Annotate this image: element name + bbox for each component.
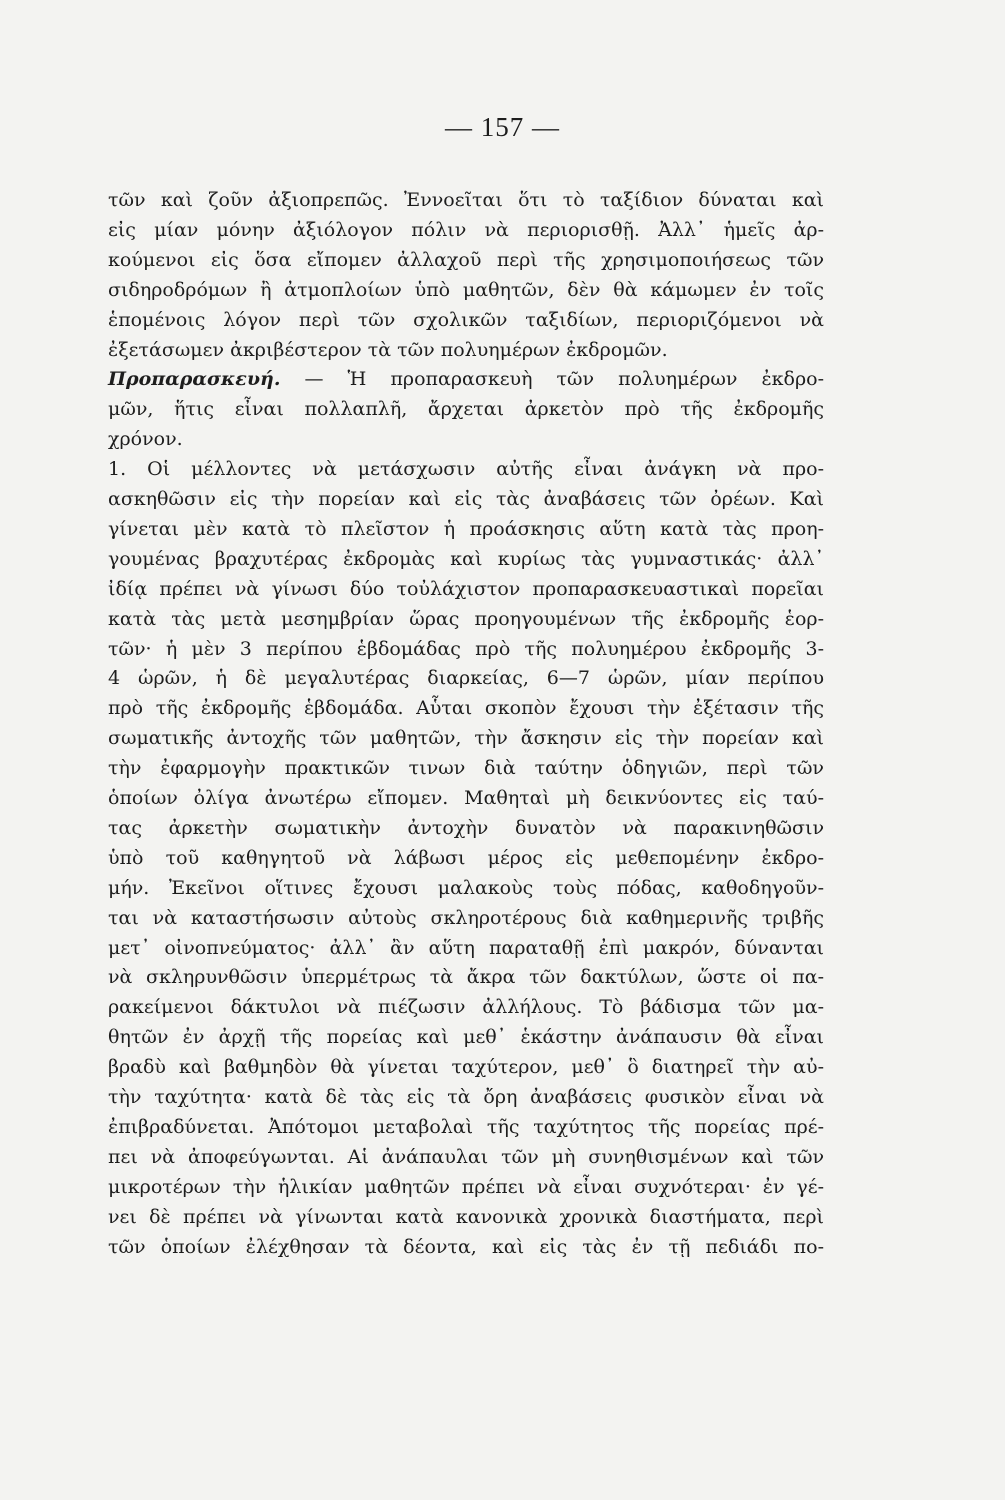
text-line — [108, 873, 824, 903]
text-line — [108, 275, 824, 305]
text-segment: νει δὲ πρέπει νὰ γίνωνται κατὰ κανονικὰ χρονικὰ διαστήματα, περὶ — [108, 1205, 824, 1228]
text-line — [108, 813, 824, 843]
text-segment: γίνεται μὲν κατὰ τὸ πλεῖστον ἡ προάσκησις αὕτη κατὰ τὰς προη- — [108, 517, 824, 540]
text-line — [108, 424, 824, 454]
text-segment: μῶν, ἥτις εἶναι πολλαπλῆ, ἄρχεται ἀρκετὸν πρὸ τῆς ἐκδρομῆς — [108, 398, 824, 421]
text-line — [108, 364, 824, 394]
text-line — [108, 903, 824, 933]
text-segment: μήν. Ἐκεῖνοι οἵτινες ἔχουσι μαλακοὺς τοὺς πόδας, καθοδηγοῦν- — [108, 876, 824, 899]
section-heading: Προπαρασκευή. — [108, 368, 281, 391]
text-segment: — Ἡ προπαρασκευὴ τῶν πολυημέρων ἐκδρο- — [304, 368, 824, 391]
text-line — [108, 843, 824, 873]
text-line — [108, 245, 824, 275]
text-segment: ἐπιβραδύνεται. Ἀπότομοι μεταβολαὶ τῆς ταχύτητος τῆς πορείας πρέ- — [108, 1115, 824, 1138]
text-line — [108, 663, 824, 693]
text-segment: βραδὺ καὶ βαθμηδὸν θὰ γίνεται ταχύτερον, μεθ᾽ ὃ διατηρεῖ τὴν αὐ- — [108, 1056, 824, 1079]
text-segment: θητῶν ἐν ἀρχῇ τῆς πορείας καὶ μεθ᾽ ἑκάστην ἀνάπαυσιν θὰ εἶναι — [108, 1026, 824, 1049]
text-line — [108, 1142, 824, 1172]
text-segment: πρὸ τῆς ἐκδρομῆς ἑβδομάδα. Αὗται σκοπὸν ἔχουσι τὴν ἐξέτασιν τῆς — [108, 697, 824, 720]
text-segment: τὴν ἐφαρμογὴν πρακτικῶν τινων διὰ ταύτην ὁδηγιῶν, περὶ τῶν — [108, 757, 824, 780]
text-line — [108, 1232, 824, 1262]
text-segment: 1. Οἱ μέλλοντες νὰ μετάσχωσιν αὐτῆς εἶναι ἀνάγκη νὰ προ- — [108, 458, 824, 481]
text-line — [108, 454, 824, 484]
text-segment: σωματικῆς ἀντοχῆς τῶν μαθητῶν, τὴν ἄσκησιν εἰς τὴν πορείαν καὶ — [108, 727, 824, 750]
text-line — [108, 394, 824, 424]
text-line — [108, 1202, 824, 1232]
text-line — [108, 544, 824, 574]
text-line — [108, 723, 824, 753]
text-line — [108, 634, 824, 664]
text-segment: ται νὰ καταστήσωσιν αὐτοὺς σκληροτέρους διὰ καθημερινῆς τριβῆς — [108, 906, 824, 929]
text-segment: τῶν ὁποίων ἐλέχθησαν τὰ δέοντα, καὶ εἰς τὰς ἐν τῇ πεδιάδι πο- — [108, 1235, 824, 1258]
text-segment: ασκηθῶσιν εἰς τὴν πορείαν καὶ εἰς τὰς ἀναβάσεις τῶν ὀρέων. Καὶ — [108, 488, 824, 510]
text-segment: κατὰ τὰς μετὰ μεσημβρίαν ὥρας προηγουμένων τῆς ἐκδρομῆς ἑορ- — [108, 607, 824, 630]
text-segment: τας ἀρκετὴν σωματικὴν ἀντοχὴν δυνατὸν νὰ παρακινηθῶσιν — [108, 816, 824, 839]
text-segment: ἑπομένοις λόγον περὶ τῶν σχολικῶν ταξιδίων, περιοριζόμενοι νὰ — [108, 308, 824, 331]
text-line — [108, 574, 824, 604]
text-segment: τῶν καὶ ζοῦν ἀξιοπρεπῶς. Ἐννοεῖται ὅτι τὸ ταξίδιον δύναται καὶ — [108, 189, 824, 211]
text-segment: ρακείμενοι δάκτυλοι νὰ πιέζωσιν ἀλλήλους. Τὸ βάδισμα τῶν μα- — [108, 996, 824, 1019]
text-segment: χρόνον. — [108, 428, 183, 451]
text-line — [108, 962, 824, 992]
text-segment: 4 ὡρῶν, ἡ δὲ μεγαλυτέρας διαρκείας, 6—7 ὡρῶν, μίαν περίπου — [108, 667, 824, 690]
text-line — [108, 514, 824, 544]
text-segment: τῶν· ἡ μὲν 3 περίπου ἑβδομάδας πρὸ τῆς πολυημέρου ἐκδρομῆς 3- — [108, 637, 824, 660]
text-line — [108, 484, 824, 514]
text-line — [108, 215, 824, 245]
text-segment: μετ᾽ οἰνοπνεύματος· ἀλλ᾽ ἂν αὕτη παραταθῇ ἐπὶ μακρόν, δύνανται — [108, 936, 824, 959]
text-segment: ὁποίων ὀλίγα ἀνωτέρω εἴπομεν. Μαθηταὶ μὴ δεικνύοντες εἰς ταύ- — [108, 787, 824, 809]
text-line — [108, 933, 824, 963]
text-segment: ἐξετάσωμεν ἀκριβέστερον τὰ τῶν πολυημέρων ἐκδρομῶν. — [108, 338, 668, 361]
text-line — [108, 753, 824, 783]
text-line — [108, 1112, 824, 1142]
text-segment: κούμενοι εἰς ὅσα εἴπομεν ἀλλαχοῦ περὶ τῆς χρησιμοποιήσεως τῶν — [108, 248, 824, 271]
text-line — [108, 1052, 824, 1082]
text-line — [108, 604, 824, 634]
text-segment: γουμένας βραχυτέρας ἐκδρομὰς καὶ κυρίως τὰς γυμναστικάς· ἀλλ᾽ — [108, 547, 824, 570]
text-segment: ἰδίᾳ πρέπει νὰ γίνωσι δύο τοὐλάχιστον προπαρασκευαστικαὶ πορεῖαι — [108, 577, 824, 600]
text-segment: νὰ σκληρυνθῶσιν ὑπερμέτρως τὰ ἄκρα τῶν δακτύλων, ὥστε οἱ πα- — [108, 966, 824, 989]
text-segment: ὑπὸ τοῦ καθηγητοῦ νὰ λάβωσι μέρος εἰς μεθεπομένην ἐκδρο- — [108, 846, 824, 869]
text-line — [108, 335, 824, 365]
text-segment: εἰς μίαν μόνην ἀξιόλογον πόλιν νὰ περιορισθῇ. Ἀλλ᾽ ἡμεῖς ἀρ- — [108, 218, 824, 241]
text-segment: σιδηροδρόμων ἢ ἀτμοπλοίων ὑπὸ μαθητῶν, δὲν θὰ κάμωμεν ἐν τοῖς — [108, 278, 824, 301]
text-line — [108, 693, 824, 723]
text-line — [108, 1172, 824, 1202]
text-line — [108, 305, 824, 335]
text-line — [108, 185, 824, 215]
text-line — [108, 992, 824, 1022]
page-number: — 157 — — [445, 112, 560, 142]
text-segment: τὴν ταχύτητα· κατὰ δὲ τὰς εἰς τὰ ὄρη ἀναβάσεις φυσικὸν εἶναι νὰ — [108, 1086, 824, 1108]
text-segment: μικροτέρων τὴν ἡλικίαν μαθητῶν πρέπει νὰ εἶναι συχνότεραι· ἐν γέ- — [108, 1175, 824, 1198]
text-segment: πει νὰ ἀποφεύγωνται. Αἱ ἀνάπαυλαι τῶν μὴ συνηθισμένων καὶ τῶν — [108, 1145, 824, 1168]
text-line — [108, 783, 824, 813]
text-line — [108, 1022, 824, 1052]
text-line — [108, 1082, 824, 1112]
